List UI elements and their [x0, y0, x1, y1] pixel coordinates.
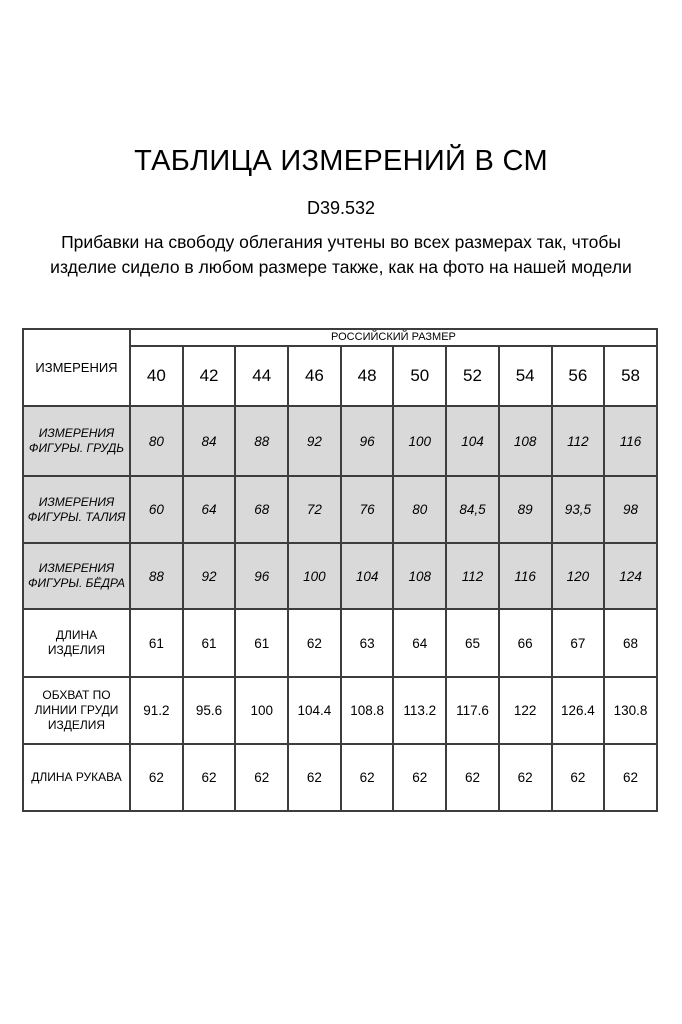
table-row	[23, 677, 657, 744]
measurement-value-cell: 108.8	[341, 677, 394, 744]
measurement-value-cell: 91.2	[130, 677, 183, 744]
measurement-value-cell: 95.6	[183, 677, 236, 744]
measurement-value-cell: 62	[235, 744, 288, 811]
measurement-value-cell: 60	[130, 476, 183, 543]
table-row	[23, 476, 657, 543]
measurement-value-cell: 122	[499, 677, 552, 744]
size-column-header: 40	[130, 346, 183, 406]
table-row	[23, 609, 657, 677]
measurement-value-cell: 80	[130, 406, 183, 476]
measurement-value-cell: 116	[499, 543, 552, 609]
size-group-row	[23, 329, 657, 346]
measurement-value-cell: 113.2	[393, 677, 446, 744]
measurement-value-cell: 112	[552, 406, 605, 476]
size-column-header: 56	[552, 346, 605, 406]
measurement-value-cell: 112	[446, 543, 499, 609]
size-column-header: 44	[235, 346, 288, 406]
measurement-value-cell: 62	[130, 744, 183, 811]
measurement-value-cell: 66	[499, 609, 552, 677]
measurement-value-cell: 84	[183, 406, 236, 476]
measurement-value-cell: 126.4	[552, 677, 605, 744]
measurement-value-cell: 62	[288, 609, 341, 677]
measurement-value-cell: 76	[341, 476, 394, 543]
measurement-value-cell: 80	[393, 476, 446, 543]
fit-note-line2: изделие сидело в любом размере также, как на фото на нашей модели	[50, 257, 632, 277]
measurement-value-cell: 88	[130, 543, 183, 609]
measurement-value-cell: 92	[183, 543, 236, 609]
table-row	[23, 744, 657, 811]
measurement-value-cell: 130.8	[604, 677, 657, 744]
size-column-header: 50	[393, 346, 446, 406]
measurement-value-cell: 108	[499, 406, 552, 476]
table-row	[23, 543, 657, 609]
row-label: ИЗМЕРЕНИЯ ФИГУРЫ. ГРУДЬ	[23, 406, 130, 476]
measurement-value-cell: 96	[235, 543, 288, 609]
measurement-value-cell: 64	[393, 609, 446, 677]
measurement-value-cell: 88	[235, 406, 288, 476]
article-code: D39.532	[306, 198, 376, 218]
measurement-value-cell: 62	[341, 744, 394, 811]
measurement-value-cell: 62	[446, 744, 499, 811]
measurement-value-cell: 108	[393, 543, 446, 609]
measurement-value-cell: 93,5	[552, 476, 605, 543]
measurement-value-cell: 124	[604, 543, 657, 609]
measurement-value-cell: 89	[499, 476, 552, 543]
measurement-value-cell: 62	[604, 744, 657, 811]
row-label: ДЛИНА РУКАВА	[23, 744, 130, 811]
measurement-value-cell: 120	[552, 543, 605, 609]
measurement-value-cell: 61	[235, 609, 288, 677]
measurement-value-cell: 104	[341, 543, 394, 609]
measurement-value-cell: 84,5	[446, 476, 499, 543]
measurement-value-cell: 62	[552, 744, 605, 811]
size-column-header: 42	[183, 346, 236, 406]
measurement-value-cell: 92	[288, 406, 341, 476]
measurements-corner-header: ИЗМЕРЕНИЯ	[23, 329, 130, 406]
measurement-value-cell: 100	[235, 677, 288, 744]
size-column-header: 58	[604, 346, 657, 406]
row-label: ДЛИНА ИЗДЕЛИЯ	[23, 609, 130, 677]
measurement-value-cell: 100	[393, 406, 446, 476]
measurement-value-cell: 61	[183, 609, 236, 677]
page-title: ТАБЛИЦА ИЗМЕРЕНИЙ В СМ	[134, 145, 548, 177]
measurement-value-cell: 104	[446, 406, 499, 476]
row-label: ИЗМЕРЕНИЯ ФИГУРЫ. БЁДРА	[23, 543, 130, 609]
measurement-value-cell: 64	[183, 476, 236, 543]
fit-note-line1: Прибавки на свободу облегания учтены во всех размерах так, чтобы	[61, 232, 621, 252]
measurement-value-cell: 63	[341, 609, 394, 677]
measurement-value-cell: 116	[604, 406, 657, 476]
measurement-value-cell: 62	[288, 744, 341, 811]
russian-size-group-header: РОССИЙСКИЙ РАЗМЕР	[130, 329, 657, 346]
size-column-header: 52	[446, 346, 499, 406]
measurements-table	[22, 328, 658, 812]
size-column-header: 46	[288, 346, 341, 406]
measurement-value-cell: 117.6	[446, 677, 499, 744]
size-column-header: 54	[499, 346, 552, 406]
measurement-value-cell: 98	[604, 476, 657, 543]
size-column-header: 48	[341, 346, 394, 406]
measurement-value-cell: 62	[499, 744, 552, 811]
measurement-value-cell: 96	[341, 406, 394, 476]
measurement-value-cell: 61	[130, 609, 183, 677]
measurement-value-cell: 62	[393, 744, 446, 811]
row-label: ОБХВАТ ПО ЛИНИИ ГРУДИ ИЗДЕЛИЯ	[23, 677, 130, 744]
measurement-value-cell: 72	[288, 476, 341, 543]
measurement-value-cell: 100	[288, 543, 341, 609]
row-label: ИЗМЕРЕНИЯ ФИГУРЫ. ТАЛИЯ	[23, 476, 130, 543]
measurement-value-cell: 68	[235, 476, 288, 543]
measurement-value-cell: 67	[552, 609, 605, 677]
measurement-value-cell: 62	[183, 744, 236, 811]
measurement-value-cell: 104.4	[288, 677, 341, 744]
measurement-value-cell: 68	[604, 609, 657, 677]
measurement-value-cell: 65	[446, 609, 499, 677]
table-row	[23, 406, 657, 476]
fit-note	[0, 230, 682, 280]
